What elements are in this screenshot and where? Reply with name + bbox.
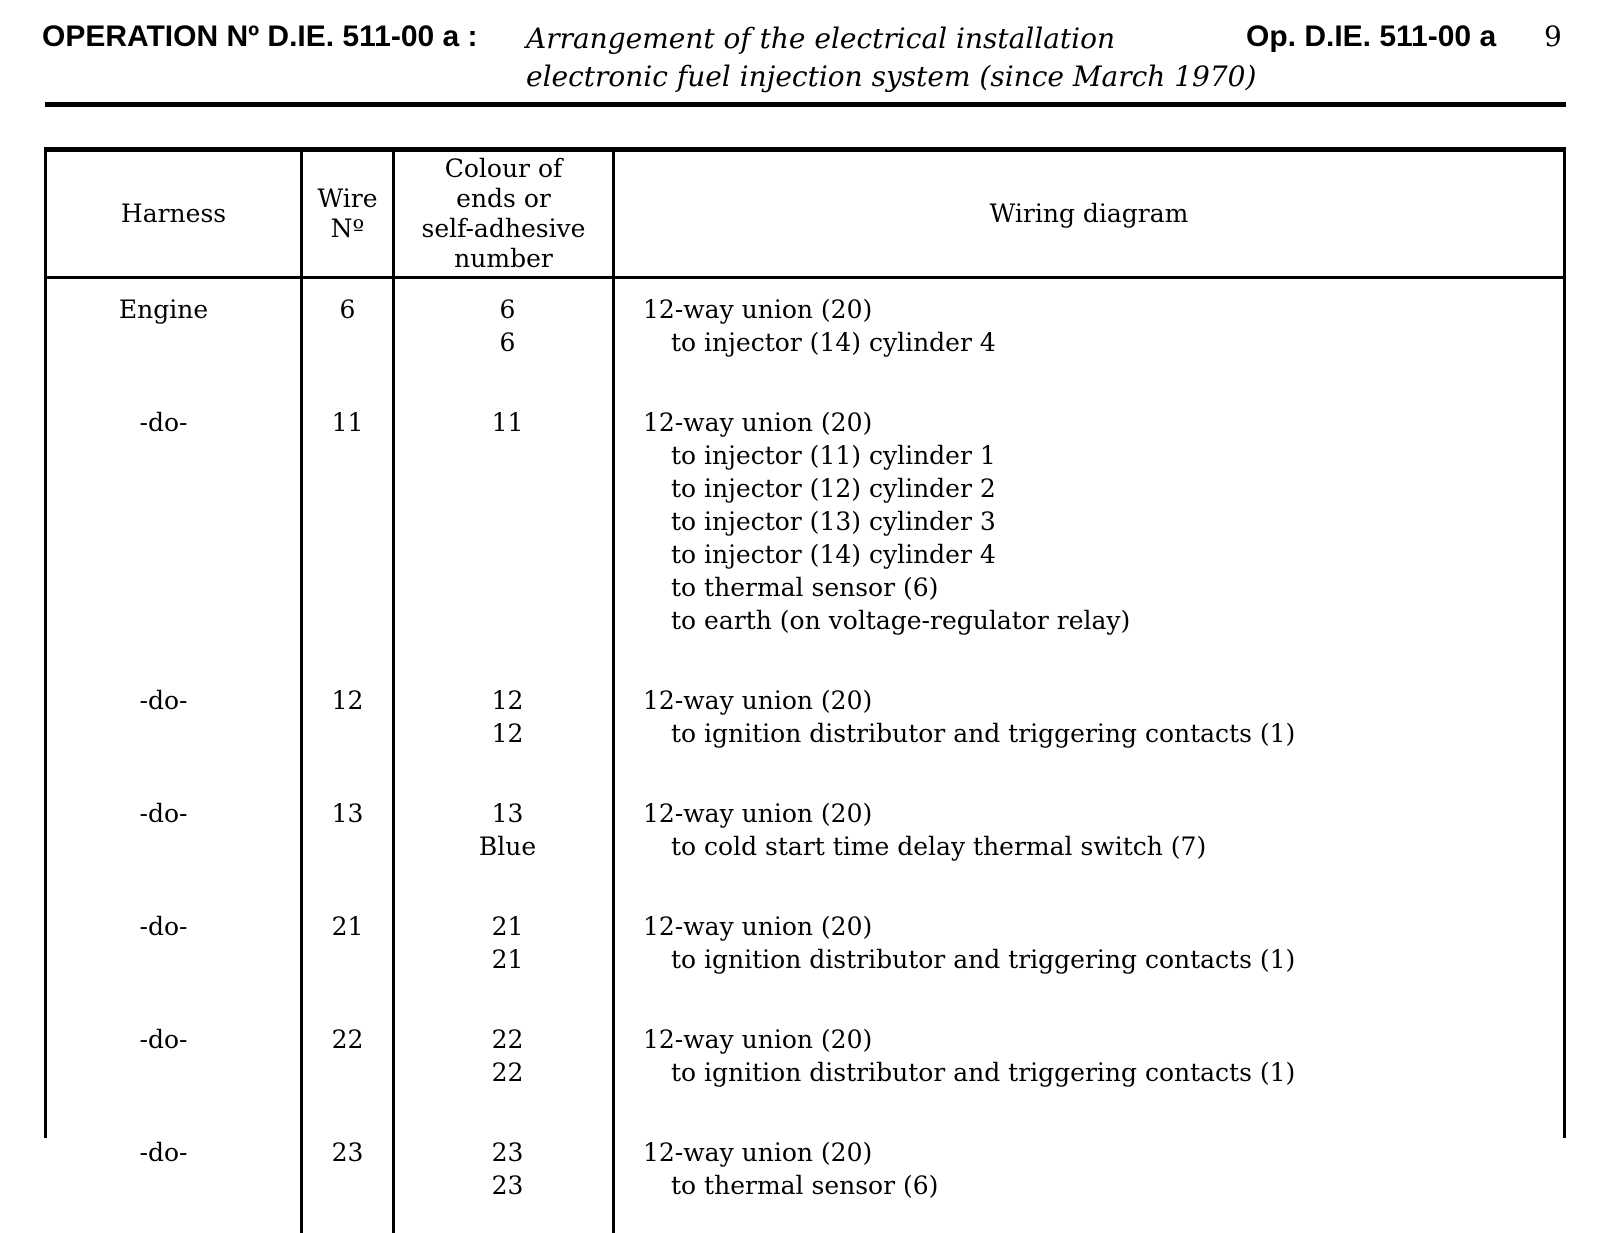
page-number: 9 [1544, 20, 1562, 53]
table-row [47, 1007, 1563, 1120]
colour-value: 6 [403, 326, 612, 359]
title-line-2: electronic fuel injection system (since March 1970) [526, 58, 1256, 96]
wiring-diagram-cell [614, 1120, 1564, 1233]
diagram-head: 12-way union (20) [643, 684, 1563, 717]
table-row [47, 668, 1563, 781]
table-row [47, 781, 1563, 894]
title-line-1: Arrangement of the electrical installation [526, 20, 1256, 58]
diagram-item: to injector (12) cylinder 2 [643, 472, 1563, 505]
table-row [47, 390, 1563, 668]
wiring-diagram-cell [614, 668, 1564, 781]
harness-cell: -do- [47, 894, 302, 1007]
table-row [47, 278, 1563, 391]
wire-number-cell: 6 [302, 278, 394, 391]
colour-cell [394, 390, 614, 668]
harness-cell: -do- [47, 1120, 302, 1233]
harness-cell: -do- [47, 390, 302, 668]
table-header [47, 152, 1563, 278]
diagram-head: 12-way union (20) [643, 406, 1563, 439]
colour-cell [394, 668, 614, 781]
diagram-item: to ignition distributor and triggering contacts (1) [643, 1056, 1563, 1089]
harness-cell: -do- [47, 668, 302, 781]
harness-cell: Engine [47, 278, 302, 391]
diagram-head: 12-way union (20) [643, 1136, 1563, 1169]
colour-value: Blue [403, 830, 612, 863]
colour-cell [394, 1007, 614, 1120]
col-wire-no: Wire Nº [302, 152, 394, 278]
col-colour: Colour of ends or self-adhesive number [394, 152, 614, 278]
colour-cell [394, 278, 614, 391]
wiring-diagram-cell [614, 894, 1564, 1007]
diagram-head: 12-way union (20) [643, 293, 1563, 326]
wire-number-cell: 12 [302, 668, 394, 781]
colour-value: 22 [403, 1056, 612, 1089]
diagram-item: to thermal sensor (6) [643, 1169, 1563, 1202]
colour-value: 6 [403, 293, 612, 326]
wire-number-cell: 22 [302, 1007, 394, 1120]
wiring-diagram-cell [614, 781, 1564, 894]
colour-value: 12 [403, 717, 612, 750]
diagram-head: 12-way union (20) [643, 797, 1563, 830]
diagram-item: to injector (14) cylinder 4 [643, 326, 1563, 359]
colour-cell [394, 1120, 614, 1233]
colour-value: 22 [403, 1023, 612, 1056]
wiring-diagram-cell [614, 390, 1564, 668]
colour-value: 11 [403, 406, 612, 439]
wire-number-cell: 13 [302, 781, 394, 894]
diagram-item: to ignition distributor and triggering contacts (1) [643, 943, 1563, 976]
wiring-diagram-cell [614, 1007, 1564, 1120]
diagram-item: to ignition distributor and triggering contacts (1) [643, 717, 1563, 750]
colour-value: 21 [403, 910, 612, 943]
colour-value: 13 [403, 797, 612, 830]
wire-number-cell: 11 [302, 390, 394, 668]
diagram-head: 12-way union (20) [643, 1023, 1563, 1056]
diagram-item: to injector (14) cylinder 4 [643, 538, 1563, 571]
table-row [47, 894, 1563, 1007]
diagram-head: 12-way union (20) [643, 910, 1563, 943]
colour-cell [394, 781, 614, 894]
diagram-item: to injector (11) cylinder 1 [643, 439, 1563, 472]
page-header [42, 14, 1572, 104]
operation-title [526, 20, 1256, 96]
table-body [47, 278, 1563, 1233]
harness-cell: -do- [47, 1007, 302, 1120]
wire-number-cell: 21 [302, 894, 394, 1007]
colour-value: 23 [403, 1136, 612, 1169]
col-harness: Harness [47, 152, 302, 278]
diagram-item: to thermal sensor (6) [643, 571, 1563, 604]
header-rule [45, 102, 1566, 107]
diagram-item: to earth (on voltage-regulator relay) [643, 604, 1563, 637]
operation-label: OPERATION Nº D.IE. 511-00 a : [42, 20, 478, 54]
wiring-diagram-cell [614, 278, 1564, 391]
wire-number-cell: 23 [302, 1120, 394, 1233]
diagram-item: to injector (13) cylinder 3 [643, 505, 1563, 538]
colour-cell [394, 894, 614, 1007]
harness-cell: -do- [47, 781, 302, 894]
operation-reference: Op. D.IE. 511-00 a [1246, 20, 1496, 54]
diagram-item: to cold start time delay thermal switch (7) [643, 830, 1563, 863]
colour-value: 21 [403, 943, 612, 976]
col-wiring-diagram: Wiring diagram [614, 152, 1564, 278]
wiring-table [44, 147, 1566, 1138]
colour-value: 23 [403, 1169, 612, 1202]
table-row [47, 1120, 1563, 1233]
colour-value: 12 [403, 684, 612, 717]
